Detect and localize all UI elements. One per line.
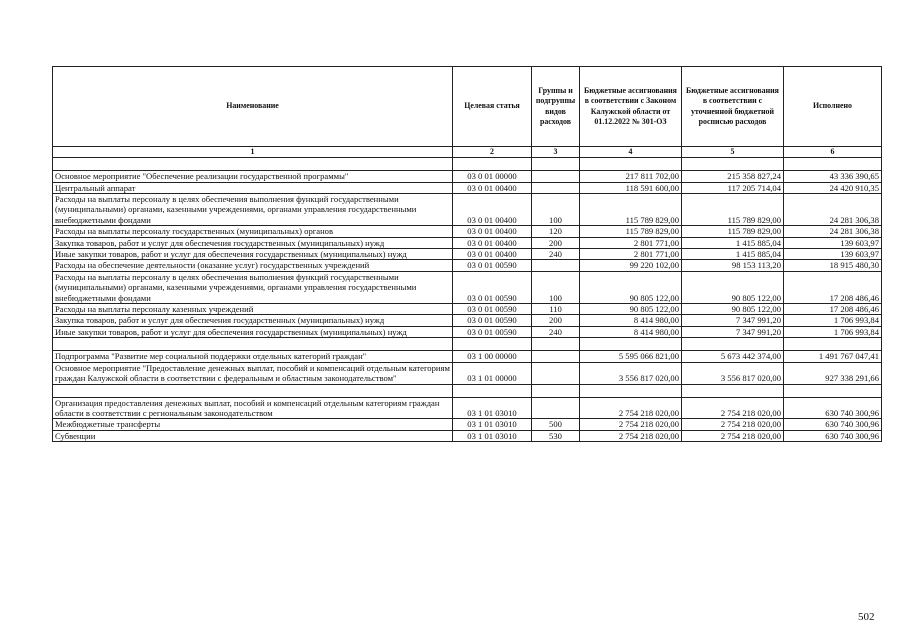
row-target-article: 03 1 01 00000 <box>453 362 532 384</box>
column-number: 5 <box>682 147 784 158</box>
row-refined-allocation: 117 205 714,04 <box>682 182 784 193</box>
row-name: Основное мероприятие "Обеспечение реализации государственной программы" <box>53 171 453 182</box>
row-target-article: 03 0 01 00400 <box>453 194 532 226</box>
row-expense-group <box>532 351 580 362</box>
spacer-cell <box>53 338 453 351</box>
table-row <box>53 304 882 315</box>
header-refined-allocation: Бюджетные ассигнования в соответствии с уточненной бюджетной росписью расходов <box>682 67 784 147</box>
row-name: Иные закупки товаров, работ и услуг для обеспечения государственных (муниципальных) нужд <box>53 249 453 260</box>
row-executed: 24 281 306,38 <box>784 226 882 237</box>
spacer-cell <box>53 384 453 397</box>
spacer-cell <box>784 338 882 351</box>
spacer-row <box>53 158 882 171</box>
row-expense-group: 530 <box>532 430 580 441</box>
row-name: Расходы на выплаты персоналу государственных (муниципальных) органов <box>53 226 453 237</box>
row-expense-group <box>532 397 580 419</box>
row-name: Расходы на выплаты персоналу в целях обеспечения выполнения функций государственными (муниципальными) органами, казенными учреждениями, органами управления государственными внебюджетными фондами <box>53 271 453 303</box>
spacer-cell <box>532 338 580 351</box>
column-number-row <box>53 147 882 158</box>
row-name: Центральный аппарат <box>53 182 453 193</box>
spacer-cell <box>682 338 784 351</box>
row-law-allocation: 118 591 600,00 <box>580 182 682 193</box>
spacer-cell <box>682 158 784 171</box>
row-law-allocation: 115 789 829,00 <box>580 226 682 237</box>
column-number: 2 <box>453 147 532 158</box>
row-target-article: 03 0 01 00400 <box>453 226 532 237</box>
table-row <box>53 315 882 326</box>
spacer-cell <box>53 158 453 171</box>
table-body <box>53 158 882 442</box>
row-target-article: 03 0 01 00400 <box>453 182 532 193</box>
row-refined-allocation: 90 805 122,00 <box>682 304 784 315</box>
spacer-cell <box>453 384 532 397</box>
row-name: Основное мероприятие "Предоставление денежных выплат, пособий и компенсаций отдельным категориям граждан Калужской области в соответствии с федеральным и областным законодательством" <box>53 362 453 384</box>
row-target-article: 03 0 01 00590 <box>453 271 532 303</box>
header-target-article: Целевая статья <box>453 67 532 147</box>
table-row <box>53 271 882 303</box>
row-law-allocation: 2 754 218 020,00 <box>580 397 682 419</box>
row-executed: 630 740 300,96 <box>784 397 882 419</box>
table-row <box>53 226 882 237</box>
row-target-article: 03 0 01 00000 <box>453 171 532 182</box>
row-expense-group <box>532 182 580 193</box>
row-expense-group: 200 <box>532 315 580 326</box>
row-law-allocation: 3 556 817 020,00 <box>580 362 682 384</box>
row-target-article: 03 1 01 03010 <box>453 419 532 430</box>
row-refined-allocation: 2 754 218 020,00 <box>682 419 784 430</box>
table-row <box>53 419 882 430</box>
row-name: Иные закупки товаров, работ и услуг для обеспечения государственных (муниципальных) нужд <box>53 326 453 337</box>
row-expense-group: 200 <box>532 237 580 248</box>
header-expense-group: Группы и подгруппы видов расходов <box>532 67 580 147</box>
row-expense-group: 100 <box>532 271 580 303</box>
row-target-article: 03 1 01 03010 <box>453 430 532 441</box>
row-target-article: 03 1 01 03010 <box>453 397 532 419</box>
row-law-allocation: 2 754 218 020,00 <box>580 419 682 430</box>
row-target-article: 03 0 01 00590 <box>453 315 532 326</box>
row-law-allocation: 90 805 122,00 <box>580 271 682 303</box>
spacer-row <box>53 384 882 397</box>
spacer-cell <box>580 158 682 171</box>
budget-table <box>52 66 882 442</box>
table-row <box>53 237 882 248</box>
row-target-article: 03 0 01 00400 <box>453 237 532 248</box>
row-expense-group: 240 <box>532 249 580 260</box>
column-number: 3 <box>532 147 580 158</box>
header-executed: Исполнено <box>784 67 882 147</box>
row-refined-allocation: 1 415 885,04 <box>682 249 784 260</box>
row-name: Организация предоставления денежных выплат, пособий и компенсаций отдельным категориям граждан области в соответствии с региональным законодательством <box>53 397 453 419</box>
row-refined-allocation: 98 153 113,20 <box>682 260 784 271</box>
row-name: Расходы на выплаты персоналу в целях обеспечения выполнения функций государственными (муниципальными) органами, казенными учреждениями, органами управления государственными внебюджетными фондами <box>53 194 453 226</box>
row-refined-allocation: 7 347 991,20 <box>682 326 784 337</box>
column-number: 4 <box>580 147 682 158</box>
table-row <box>53 260 882 271</box>
row-law-allocation: 8 414 980,00 <box>580 326 682 337</box>
spacer-cell <box>682 384 784 397</box>
row-expense-group <box>532 171 580 182</box>
row-expense-group: 110 <box>532 304 580 315</box>
row-refined-allocation: 2 754 218 020,00 <box>682 397 784 419</box>
row-expense-group <box>532 362 580 384</box>
row-name: Расходы на обеспечение деятельности (оказание услуг) государственных учреждений <box>53 260 453 271</box>
row-executed: 139 603,97 <box>784 237 882 248</box>
row-executed: 1 491 767 047,41 <box>784 351 882 362</box>
row-expense-group: 500 <box>532 419 580 430</box>
row-name: Межбюджетные трансферты <box>53 419 453 430</box>
table-header <box>53 67 882 158</box>
row-executed: 927 338 291,66 <box>784 362 882 384</box>
spacer-cell <box>580 338 682 351</box>
spacer-cell <box>784 158 882 171</box>
row-executed: 630 740 300,96 <box>784 430 882 441</box>
row-refined-allocation: 2 754 218 020,00 <box>682 430 784 441</box>
row-executed: 18 915 480,30 <box>784 260 882 271</box>
spacer-cell <box>532 158 580 171</box>
row-law-allocation: 217 811 702,00 <box>580 171 682 182</box>
row-executed: 17 208 486,46 <box>784 304 882 315</box>
row-expense-group: 100 <box>532 194 580 226</box>
row-law-allocation: 5 595 066 821,00 <box>580 351 682 362</box>
row-refined-allocation: 215 358 827,24 <box>682 171 784 182</box>
row-target-article: 03 0 01 00400 <box>453 249 532 260</box>
row-law-allocation: 99 220 102,00 <box>580 260 682 271</box>
row-refined-allocation: 115 789 829,00 <box>682 194 784 226</box>
header-law-allocation: Бюджетные ассигнования в соответствии с Законом Калужской области от 01.12.2022 № 301-ОЗ <box>580 67 682 147</box>
column-number: 1 <box>53 147 453 158</box>
row-law-allocation: 115 789 829,00 <box>580 194 682 226</box>
row-law-allocation: 2 801 771,00 <box>580 237 682 248</box>
row-refined-allocation: 5 673 442 374,00 <box>682 351 784 362</box>
header-name: Наименование <box>53 67 453 147</box>
row-law-allocation: 8 414 980,00 <box>580 315 682 326</box>
table-row <box>53 326 882 337</box>
row-target-article: 03 1 00 00000 <box>453 351 532 362</box>
row-executed: 630 740 300,96 <box>784 419 882 430</box>
row-target-article: 03 0 01 00590 <box>453 260 532 271</box>
row-target-article: 03 0 01 00590 <box>453 326 532 337</box>
row-refined-allocation: 7 347 991,20 <box>682 315 784 326</box>
row-expense-group: 120 <box>532 226 580 237</box>
row-executed: 24 281 306,38 <box>784 194 882 226</box>
table-row <box>53 362 882 384</box>
spacer-cell <box>784 384 882 397</box>
row-executed: 17 208 486,46 <box>784 271 882 303</box>
table-row <box>53 351 882 362</box>
table-row <box>53 430 882 441</box>
column-number: 6 <box>784 147 882 158</box>
row-name: Закупка товаров, работ и услуг для обеспечения государственных (муниципальных) нужд <box>53 315 453 326</box>
page-number: 502 <box>858 611 875 623</box>
table-row <box>53 171 882 182</box>
row-refined-allocation: 115 789 829,00 <box>682 226 784 237</box>
spacer-cell <box>453 158 532 171</box>
row-refined-allocation: 3 556 817 020,00 <box>682 362 784 384</box>
table-row <box>53 194 882 226</box>
row-refined-allocation: 1 415 885,04 <box>682 237 784 248</box>
row-law-allocation: 2 754 218 020,00 <box>580 430 682 441</box>
spacer-cell <box>453 338 532 351</box>
spacer-cell <box>580 384 682 397</box>
row-name: Субвенции <box>53 430 453 441</box>
row-target-article: 03 0 01 00590 <box>453 304 532 315</box>
row-name: Закупка товаров, работ и услуг для обеспечения государственных (муниципальных) нужд <box>53 237 453 248</box>
row-name: Расходы на выплаты персоналу казенных учреждений <box>53 304 453 315</box>
spacer-cell <box>532 384 580 397</box>
spacer-row <box>53 338 882 351</box>
row-law-allocation: 90 805 122,00 <box>580 304 682 315</box>
row-expense-group <box>532 260 580 271</box>
row-executed: 1 706 993,84 <box>784 315 882 326</box>
table-row <box>53 182 882 193</box>
row-refined-allocation: 90 805 122,00 <box>682 271 784 303</box>
header-row <box>53 67 882 147</box>
table-row <box>53 397 882 419</box>
row-executed: 139 603,97 <box>784 249 882 260</box>
row-executed: 1 706 993,84 <box>784 326 882 337</box>
table-row <box>53 249 882 260</box>
row-name: Подпрограмма "Развитие мер социальной поддержки отдельных категорий граждан" <box>53 351 453 362</box>
row-executed: 24 420 910,35 <box>784 182 882 193</box>
row-executed: 43 336 390,65 <box>784 171 882 182</box>
row-expense-group: 240 <box>532 326 580 337</box>
row-law-allocation: 2 801 771,00 <box>580 249 682 260</box>
